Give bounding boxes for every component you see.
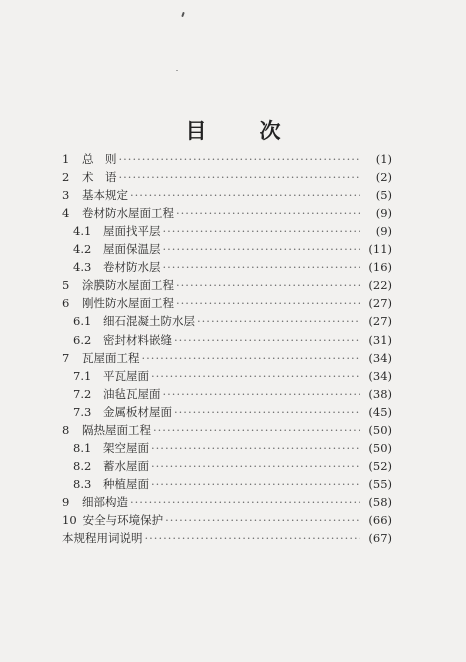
toc-entry-page: (11) <box>368 242 392 257</box>
toc-leader-dots <box>130 493 360 511</box>
toc-leader-dots <box>151 439 360 457</box>
toc-entry-number: 1 <box>62 152 70 166</box>
scan-speck <box>176 70 178 71</box>
toc-entry-number: 7 <box>62 350 70 365</box>
toc-leader-dots <box>176 276 360 294</box>
toc-entry-title: 种植屋面 <box>103 476 149 491</box>
toc-leader-dots <box>151 475 360 493</box>
toc-entry-title: 总 则 <box>82 152 117 166</box>
toc-entry <box>62 186 392 204</box>
toc-entry-page: (27) <box>368 314 392 329</box>
toc-entry-number: 7.1 <box>73 368 92 383</box>
toc-entry-number: 2 <box>62 170 70 185</box>
toc-entry-title: 金属板材屋面 <box>103 404 172 419</box>
toc-entry-number: 4 <box>62 206 70 221</box>
toc-leader-dots <box>163 222 361 240</box>
toc-entry-title: 蓄水屋面 <box>103 458 149 473</box>
toc-leader-dots <box>174 331 360 349</box>
toc-entry-number: 6.2 <box>73 332 92 347</box>
toc-entry <box>62 294 392 312</box>
toc-entry-number: 3 <box>62 188 70 203</box>
toc-entry-page: (45) <box>368 404 392 419</box>
toc-entry-number: 9 <box>62 494 70 509</box>
toc-entry-page: (2) <box>375 170 392 185</box>
toc-entry-page: (52) <box>368 458 392 473</box>
toc-entry-number: 8 <box>62 422 70 437</box>
toc-entry-title: 卷材防水层 <box>103 260 161 275</box>
toc-entry <box>62 168 392 186</box>
toc-entry-page: (55) <box>368 476 392 491</box>
toc-entry-number: 8.3 <box>73 476 92 491</box>
toc-entry-number: 8.1 <box>73 440 92 455</box>
toc-entry <box>73 475 392 493</box>
toc-entry-page: (67) <box>368 531 392 546</box>
toc-entry <box>62 529 392 547</box>
toc-entry <box>73 258 392 276</box>
toc-entry-number: 4.1 <box>73 224 92 239</box>
toc-entry-page: (1) <box>375 152 392 166</box>
scan-speck <box>181 12 185 17</box>
toc-leader-dots <box>119 150 361 168</box>
toc-entry <box>73 403 392 421</box>
toc-entry <box>73 439 392 457</box>
toc-leader-dots <box>130 186 360 204</box>
toc-entry <box>73 385 392 403</box>
toc-leader-dots <box>176 294 360 312</box>
toc-entry-title: 安全与环境保护 <box>82 513 164 527</box>
toc-entry <box>73 312 392 330</box>
toc-entry-number: 5 <box>62 278 70 293</box>
toc-entry-title: 本规程用词说明 <box>62 531 143 546</box>
toc-entry-title: 细部构造 <box>82 494 128 509</box>
toc-entry-title: 架空屋面 <box>103 440 149 455</box>
toc-leader-dots <box>151 367 360 385</box>
toc-entry-number: 7.2 <box>73 386 92 401</box>
toc-leader-dots <box>165 511 360 529</box>
toc-entry-page: (66) <box>368 513 392 527</box>
toc-entry-title: 细石混凝土防水层 <box>103 314 195 329</box>
toc-entry-page: (9) <box>375 206 392 221</box>
toc-entry-number: 4.3 <box>73 260 92 275</box>
toc-entry-page: (34) <box>368 350 392 365</box>
toc-leader-dots <box>197 312 360 330</box>
toc-entry-title: 术 语 <box>82 170 117 185</box>
toc-entry <box>62 349 392 367</box>
toc-entry-number: 8.2 <box>73 458 92 473</box>
toc-leader-dots <box>163 258 361 276</box>
toc-entry-number: 6 <box>62 296 70 311</box>
toc-leader-dots <box>142 349 361 367</box>
toc-entry <box>62 493 392 511</box>
toc-entry-number: 4.2 <box>73 242 92 257</box>
toc-leader-dots <box>151 457 360 475</box>
toc-entry-page: (5) <box>375 188 392 203</box>
toc-entry-page: (38) <box>368 386 392 401</box>
toc-entry <box>73 240 392 258</box>
toc-leader-dots <box>119 168 361 186</box>
toc-entry <box>73 222 392 240</box>
toc-entry <box>62 421 392 439</box>
toc-entry-title: 屋面保温层 <box>103 242 161 257</box>
toc-leader-dots <box>153 421 360 439</box>
toc-leader-dots <box>176 204 360 222</box>
toc-entry <box>73 457 392 475</box>
toc-entry-title: 密封材料嵌缝 <box>103 332 172 347</box>
toc-leader-dots <box>163 240 361 258</box>
toc-entry-title: 刚性防水屋面工程 <box>82 296 174 311</box>
toc-entry-page: (58) <box>368 494 392 509</box>
toc-entry <box>62 276 392 294</box>
toc-entry-title: 瓦屋面工程 <box>82 350 140 365</box>
toc-entry <box>62 511 392 529</box>
toc-entry-page: (16) <box>368 260 392 275</box>
toc-entry <box>62 150 392 168</box>
toc-entry-number: 7.3 <box>73 404 92 419</box>
toc-leader-dots <box>145 529 361 547</box>
page-title: 目 次 <box>185 119 297 143</box>
toc-entry-number: 6.1 <box>73 314 92 329</box>
toc-entry <box>73 367 392 385</box>
toc-leader-dots <box>163 385 361 403</box>
toc-entry-page: (9) <box>375 224 392 239</box>
toc-entry-page: (50) <box>368 422 392 437</box>
toc-leader-dots <box>174 403 360 421</box>
toc-entry-number: 10 <box>62 513 77 527</box>
toc-entry-title: 屋面找平层 <box>103 224 161 239</box>
toc-entry-page: (22) <box>368 278 392 293</box>
toc-entry <box>73 331 392 349</box>
toc-entry-title: 隔热屋面工程 <box>82 422 151 437</box>
toc-entry-page: (31) <box>368 332 392 347</box>
toc-entry-title: 油毡瓦屋面 <box>103 386 161 401</box>
toc-entry-title: 基本规定 <box>82 188 128 203</box>
toc-entry-page: (34) <box>368 368 392 383</box>
toc-entry-title: 卷材防水屋面工程 <box>82 206 174 221</box>
toc-entry-title: 涂膜防水屋面工程 <box>82 278 174 293</box>
toc-entry <box>62 204 392 222</box>
toc-entry-page: (27) <box>368 296 392 311</box>
toc-entry-title: 平瓦屋面 <box>103 368 149 383</box>
toc-entry-page: (50) <box>368 440 392 455</box>
